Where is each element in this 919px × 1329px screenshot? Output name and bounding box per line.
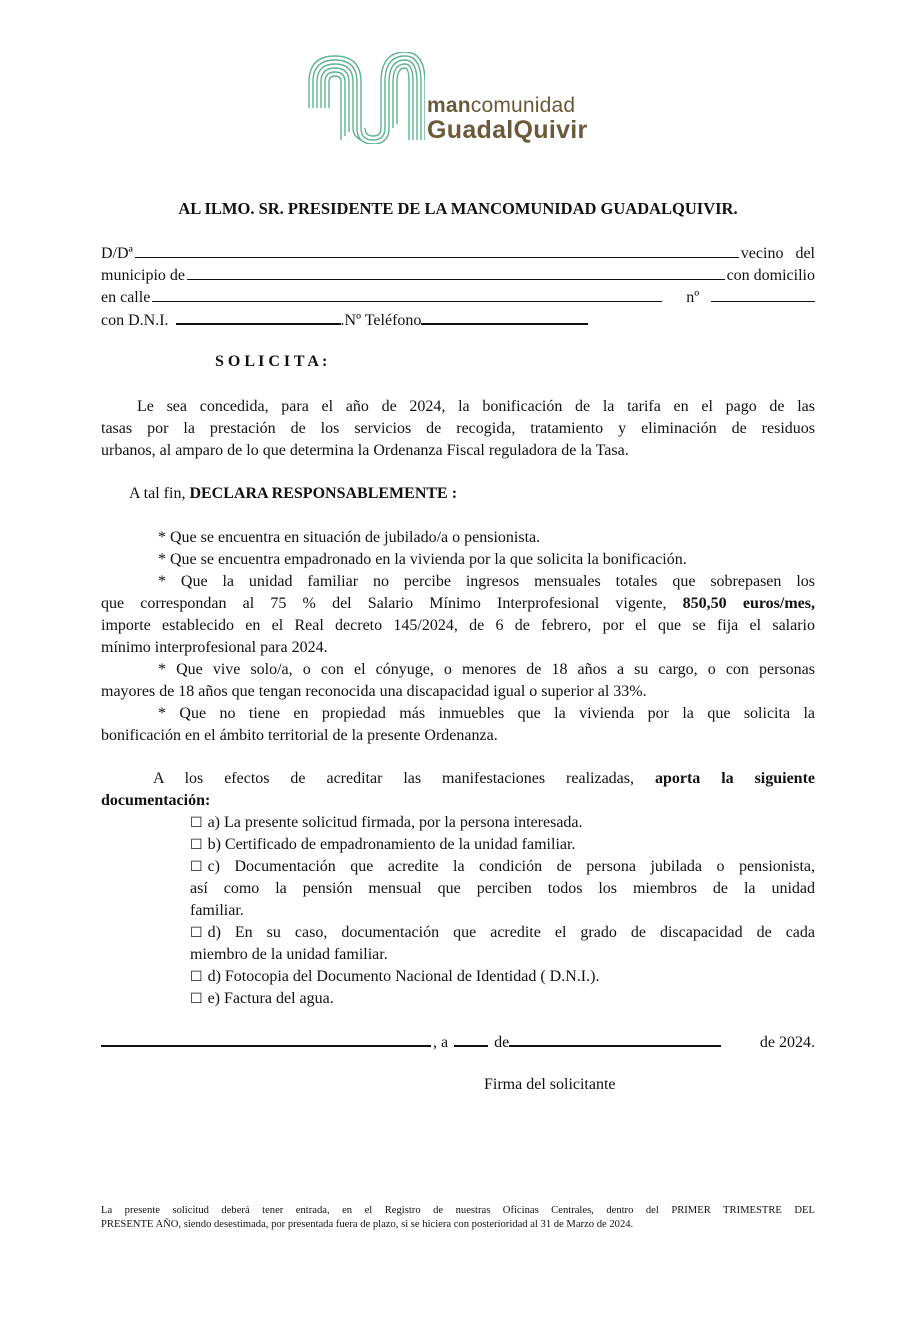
logo-mark-icon bbox=[305, 52, 425, 144]
document-d-line-2: miembro de la unidad familiar. bbox=[190, 946, 388, 963]
telefono-label: .Nº Teléfono bbox=[340, 312, 422, 329]
vecino-label: vecino del bbox=[740, 245, 815, 262]
month-field[interactable] bbox=[509, 1031, 721, 1047]
logo-text-man: man bbox=[427, 94, 471, 117]
declaration-3-text: que correspondan al 75 % del Salario Mínimo Interprofesional vigente, bbox=[101, 595, 683, 612]
checkbox-a[interactable]: ☐ bbox=[190, 815, 203, 831]
solicita-line-2: tasas por la prestación de los servicios de recogida, tratamiento y eliminación de residuos bbox=[101, 420, 815, 437]
name-label: D/Dª bbox=[101, 245, 133, 262]
document-c-line-3: familiar. bbox=[190, 902, 244, 919]
declaration-3-line-1: * Que la unidad familiar no percibe ingresos mensuales totales que sobrepasen los bbox=[158, 573, 815, 590]
declaration-1: * Que se encuentra en situación de jubilado/a o pensionista. bbox=[158, 529, 541, 546]
signature-label: Firma del solicitante bbox=[484, 1076, 616, 1093]
footer-line-2 bbox=[101, 1218, 815, 1232]
aporta-line-2 bbox=[101, 791, 815, 811]
calle-label: en calle bbox=[101, 289, 151, 306]
declaration-3-line-4: mínimo interprofesional para 2024. bbox=[101, 639, 328, 656]
checkbox-d[interactable]: ☐ bbox=[190, 925, 203, 941]
name-row bbox=[101, 243, 815, 264]
date-a-label: , a bbox=[433, 1034, 449, 1051]
date-year-label: de 2024. bbox=[759, 1034, 815, 1051]
declaration-2: * Que se encuentra empadronado en la vivienda por la que solicita la bonificación. bbox=[158, 551, 687, 568]
declara-bold: DECLARA RESPONSABLEMENTE : bbox=[189, 485, 458, 502]
document-c-label: c) Documentación que acredite la condición de persona jubilada o pensionista, bbox=[207, 858, 815, 875]
aporta-documentacion: documentación: bbox=[101, 792, 211, 809]
aporta-line-1 bbox=[153, 769, 815, 789]
declaration-3-line-3: importe establecido en el Real decreto 145/2024, de 6 de febrero, por el que se fija el salario bbox=[101, 617, 815, 634]
document-c-line-2: así como la pensión mensual que perciben todos los miembros de la unidad bbox=[190, 880, 815, 897]
checkbox-d2[interactable]: ☐ bbox=[190, 969, 203, 985]
declaration-4-line-1: * Que vive solo/a, o con el cónyuge, o menores de 18 años a su cargo, o con personas bbox=[158, 661, 815, 678]
footer-text-2: , siendo desestimada, por presentada fuera de plazo, si se hiciera con posterioridad al 31 de Marzo de 2024. bbox=[178, 1219, 634, 1230]
declaration-5-line-2: bonificación en el ámbito territorial de la presente Ordenanza. bbox=[101, 727, 498, 744]
document-d2 bbox=[190, 967, 599, 987]
calle-field[interactable] bbox=[152, 287, 662, 302]
solicita-title: S O L I C I T A : bbox=[215, 353, 328, 370]
solicita-line-1: Le sea concedida, para el año de 2024, la bonificación de la tarifa en el pago de las bbox=[137, 398, 815, 415]
footer-bold-2: PRESENTE AÑO bbox=[101, 1219, 179, 1230]
document-d-label: d) En su caso, documentación que acredite el grado de discapacidad de cada bbox=[207, 924, 815, 941]
place-field[interactable] bbox=[101, 1031, 431, 1047]
telefono-field[interactable] bbox=[421, 309, 588, 325]
aporta-text: A los efectos de acreditar las manifestaciones realizadas, bbox=[153, 770, 655, 787]
declaration-5-line-1: * Que no tiene en propiedad más inmuebles que la vivienda por la que solicita la bbox=[158, 705, 815, 722]
document-b-label: b) Certificado de empadronamiento de la unidad familiar. bbox=[207, 836, 576, 853]
document-d2-label: d) Fotocopia del Documento Nacional de Identidad ( D.N.I.). bbox=[207, 968, 600, 985]
checkbox-b[interactable]: ☐ bbox=[190, 837, 203, 853]
day-field[interactable] bbox=[454, 1031, 488, 1047]
footer-line-1 bbox=[101, 1204, 815, 1218]
document-a bbox=[190, 813, 583, 833]
numero-label: nº bbox=[686, 289, 700, 306]
aporta-bold: aporta la siguiente bbox=[654, 770, 816, 787]
document-b bbox=[190, 835, 575, 855]
document-d-line-1 bbox=[190, 923, 815, 943]
domicilio-label: con domicilio bbox=[726, 267, 815, 284]
document-e bbox=[190, 989, 334, 1009]
dni-label: con D.N.I. bbox=[101, 312, 169, 329]
logo bbox=[305, 50, 615, 150]
document-a-label: a) La presente solicitud firmada, por la persona interesada. bbox=[207, 814, 583, 831]
document-c-line-1 bbox=[190, 857, 815, 877]
declaration-3-line-2 bbox=[101, 594, 815, 614]
municipio-field[interactable] bbox=[187, 265, 725, 280]
checkbox-c[interactable]: ☐ bbox=[190, 859, 203, 875]
declaration-3-amount: 850,50 euros/mes, bbox=[682, 595, 815, 612]
page-title: AL ILMO. SR. PRESIDENTE DE LA MANCOMUNIDAD GUADALQUIVIR. bbox=[178, 199, 738, 218]
footer-text-1: La presente solicitud deberá tener entrada, en el Registro de nuestras Oficinas Centrales, dentro del bbox=[101, 1205, 672, 1216]
name-field[interactable] bbox=[135, 243, 739, 258]
footer-bold-1: PRIMER TRIMESTRE DEL bbox=[671, 1205, 815, 1216]
dni-row bbox=[101, 309, 815, 331]
declara-prefix: A tal fin, bbox=[129, 485, 190, 502]
solicita-line-3: urbanos, al amparo de lo que determina la Ordenanza Fiscal reguladora de la Tasa. bbox=[101, 442, 629, 459]
declara-heading bbox=[129, 484, 457, 504]
date-line bbox=[101, 1031, 815, 1053]
logo-text-comunidad: comunidad bbox=[470, 94, 576, 117]
date-de-label: de bbox=[494, 1034, 510, 1051]
numero-field[interactable] bbox=[711, 287, 815, 302]
document-e-label: e) Factura del agua. bbox=[207, 990, 334, 1007]
checkbox-e[interactable]: ☐ bbox=[190, 991, 203, 1007]
declaration-4-line-2: mayores de 18 años que tengan reconocida una discapacidad igual o superior al 33%. bbox=[101, 683, 647, 700]
dni-field[interactable] bbox=[176, 309, 341, 325]
logo-text-guadalquivir: GuadalQuivir bbox=[427, 116, 588, 144]
calle-row bbox=[101, 287, 815, 308]
municipio-label: municipio de bbox=[101, 267, 185, 284]
municipio-row bbox=[101, 265, 815, 286]
